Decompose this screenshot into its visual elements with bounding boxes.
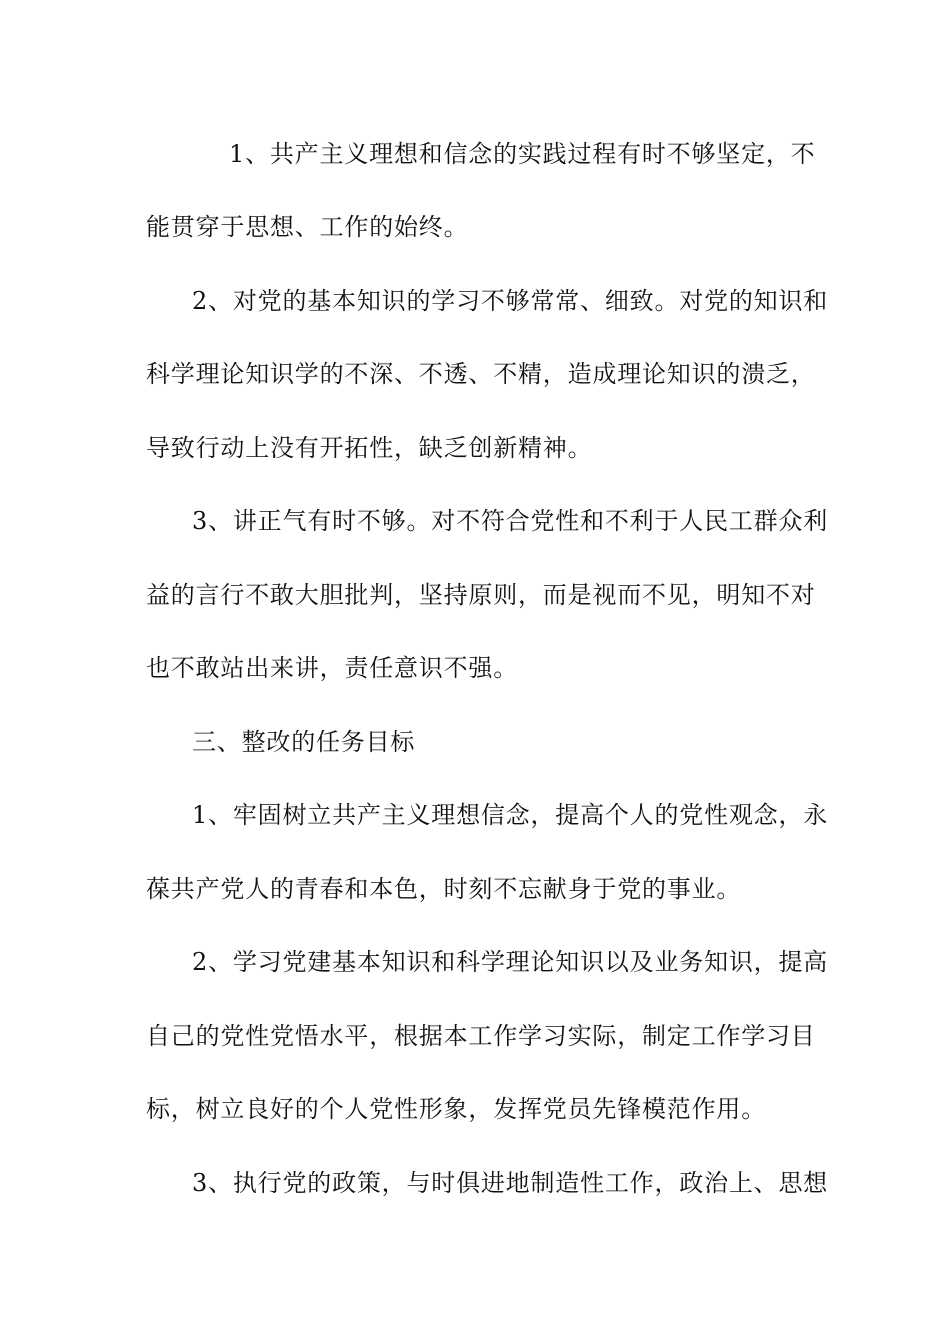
text-line: 标，树立良好的个人党性形象，发挥党员先锋模范作用。 [146,1095,766,1123]
text-line: 也不敢站出来讲，责任意识不强。 [146,654,518,682]
text-line: 2、学习党建基本知识和科学理论知识以及业务知识，提高 [192,948,829,976]
text-line: 科学理论知识学的不深、不透、不精，造成理论知识的溃乏， [146,360,816,388]
text-line: 1、牢固树立共产主义理想信念，提高个人的党性观念，永 [192,801,829,829]
text-line: 能贯穿于思想、工作的始终。 [146,213,469,241]
text-line: 益的言行不敢大胆批判，坚持原则，而是视而不见，明知不对 [146,581,816,609]
text-line: 导致行动上没有开拓性，缺乏创新精神。 [146,434,593,462]
text-line: 3、执行党的政策，与时俱进地制造性工作，政治上、思想 [192,1169,829,1197]
text-line: 葆共产党人的青春和本色，时刻不忘献身于党的事业。 [146,875,742,903]
text-line: 2、对党的基本知识的学习不够常常、细致。对党的知识和 [192,287,829,315]
text-line: 自己的党性党悟水平，根据本工作学习实际，制定工作学习目 [146,1022,816,1050]
text-line: 3、讲正气有时不够。对不符合党性和不利于人民工群众利 [192,507,829,535]
section-heading: 三、整改的任务目标 [192,728,416,756]
text-line: 1、共产主义理想和信念的实践过程有时不够坚定，不 [229,140,816,168]
